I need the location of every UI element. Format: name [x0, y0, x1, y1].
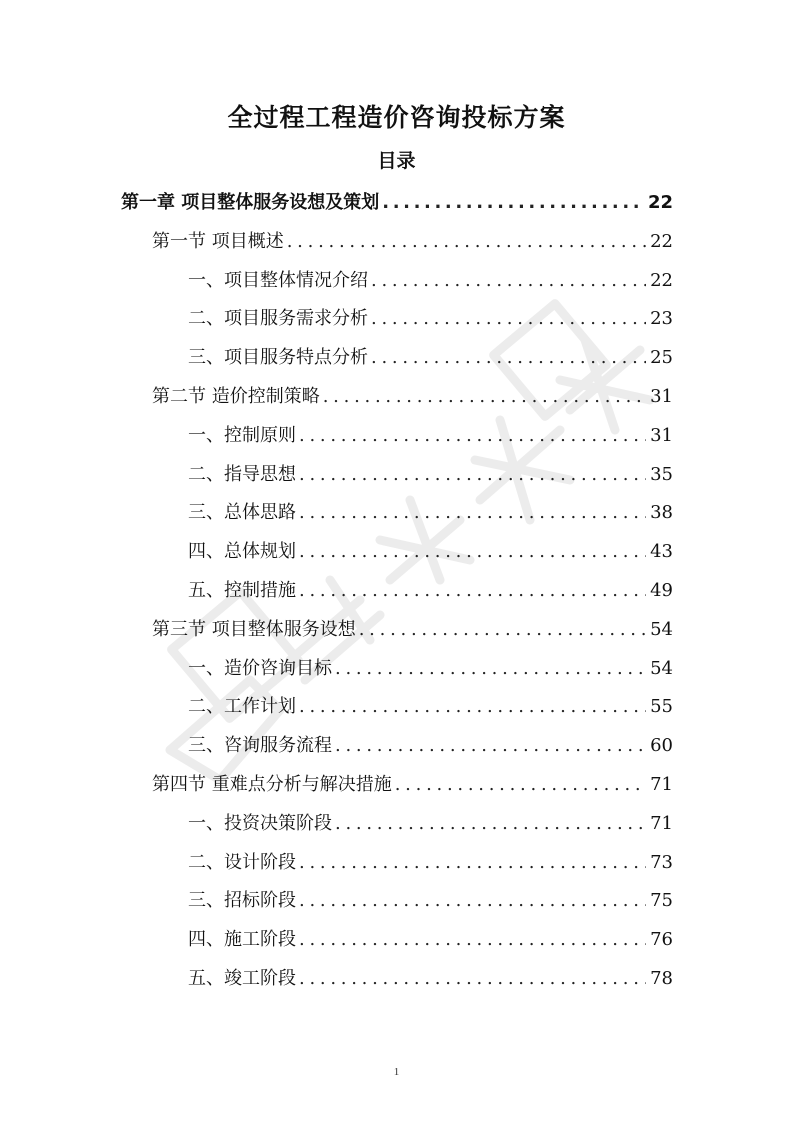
toc-entry[interactable] [152, 766, 673, 804]
toc-entry-page-number: 71 [650, 813, 673, 834]
toc-entry[interactable] [188, 300, 673, 338]
toc-entry[interactable] [188, 650, 673, 688]
toc-entry-label: 第二节 造价控制策略 [152, 386, 320, 407]
toc-entry[interactable] [188, 805, 673, 843]
toc-entry-page-number: 31 [650, 386, 673, 407]
toc-entry-label: 四、总体规划 [188, 541, 296, 562]
toc-entry-label: 五、控制措施 [188, 580, 296, 601]
toc-entry[interactable] [188, 727, 673, 765]
page-number: 1 [393, 1066, 400, 1078]
toc-dot-leader [299, 572, 646, 610]
toc-dot-leader [371, 262, 646, 300]
toc-entry-label: 一、项目整体情况介绍 [188, 270, 368, 291]
toc-entry[interactable] [188, 572, 673, 610]
toc-dot-leader [395, 766, 646, 804]
toc-dot-leader [299, 688, 646, 726]
toc-entry[interactable] [188, 533, 673, 571]
toc-entry[interactable] [188, 494, 673, 532]
toc-entry[interactable] [152, 378, 673, 416]
toc-entry-page-number: 38 [650, 502, 673, 523]
toc-dot-leader [299, 882, 646, 920]
toc-entry[interactable] [152, 611, 673, 649]
toc-entry-label: 第四节 重难点分析与解决措施 [152, 774, 392, 795]
toc-dot-leader [299, 960, 646, 998]
toc-entry-label: 四、施工阶段 [188, 929, 296, 950]
toc-entry[interactable] [188, 921, 673, 959]
toc-dot-leader [299, 844, 646, 882]
toc-dot-leader [371, 300, 646, 338]
toc-entry-page-number: 73 [650, 852, 673, 873]
toc-entry-page-number: 22 [647, 192, 673, 213]
toc-entry-page-number: 76 [650, 929, 673, 950]
toc-dot-leader [382, 184, 644, 222]
toc-entry-page-number: 35 [650, 464, 673, 485]
toc-entry-page-number: 23 [650, 308, 673, 329]
toc-entry[interactable] [188, 844, 673, 882]
toc-dot-leader [299, 494, 646, 532]
toc-entry[interactable] [188, 882, 673, 920]
toc-entry-page-number: 54 [650, 619, 673, 640]
toc-entry-label: 三、项目服务特点分析 [188, 347, 368, 368]
toc-entry-label: 三、总体思路 [188, 502, 296, 523]
toc-dot-leader [335, 805, 646, 843]
toc-entry-label: 三、招标阶段 [188, 890, 296, 911]
toc-entry-page-number: 78 [650, 968, 673, 989]
toc-entry-page-number: 22 [650, 270, 673, 291]
toc-entry-label: 二、工作计划 [188, 696, 296, 717]
toc-entry[interactable] [121, 184, 673, 222]
toc-entry-label: 一、造价咨询目标 [188, 658, 332, 679]
toc-dot-leader [335, 650, 646, 688]
toc-entry-page-number: 22 [650, 231, 673, 252]
toc-entry[interactable] [188, 417, 673, 455]
toc-dot-leader [299, 921, 646, 959]
toc-dot-leader [299, 417, 646, 455]
toc-entry-page-number: 75 [650, 890, 673, 911]
toc-entry-page-number: 54 [650, 658, 673, 679]
toc-entry-page-number: 49 [650, 580, 673, 601]
toc-entry-label: 五、竣工阶段 [188, 968, 296, 989]
toc-dot-leader [287, 223, 646, 261]
toc-entry[interactable] [188, 960, 673, 998]
toc-heading: 目录 [377, 150, 416, 172]
toc-entry-page-number: 60 [650, 735, 673, 756]
toc-entry-label: 二、项目服务需求分析 [188, 308, 368, 329]
toc-entry-page-number: 55 [650, 696, 673, 717]
document-title: 全过程工程造价咨询投标方案 [227, 103, 566, 132]
toc-entry[interactable] [188, 456, 673, 494]
toc-entry-page-number: 43 [650, 541, 673, 562]
toc-entry[interactable] [152, 223, 673, 261]
toc-entry-page-number: 71 [650, 774, 673, 795]
toc-entry-page-number: 31 [650, 425, 673, 446]
toc-dot-leader [371, 339, 646, 377]
toc-entry-label: 一、控制原则 [188, 425, 296, 446]
toc-entry[interactable] [188, 262, 673, 300]
toc-entry-label: 二、指导思想 [188, 464, 296, 485]
toc-entry-label: 第一节 项目概述 [152, 231, 284, 252]
toc-entry[interactable] [188, 339, 673, 377]
toc-entry-label: 三、咨询服务流程 [188, 735, 332, 756]
toc-dot-leader [323, 378, 646, 416]
toc-entry[interactable] [188, 688, 673, 726]
toc-entry-label: 第三节 项目整体服务设想 [152, 619, 356, 640]
toc-dot-leader [299, 533, 646, 571]
toc-entry-label: 一、投资决策阶段 [188, 813, 332, 834]
toc-entry-page-number: 25 [650, 347, 673, 368]
toc-dot-leader [299, 456, 646, 494]
toc-entry-label: 二、设计阶段 [188, 852, 296, 873]
toc-entry-label: 第一章 项目整体服务设想及策划 [121, 192, 380, 213]
toc-dot-leader [335, 727, 646, 765]
toc-dot-leader [359, 611, 646, 649]
